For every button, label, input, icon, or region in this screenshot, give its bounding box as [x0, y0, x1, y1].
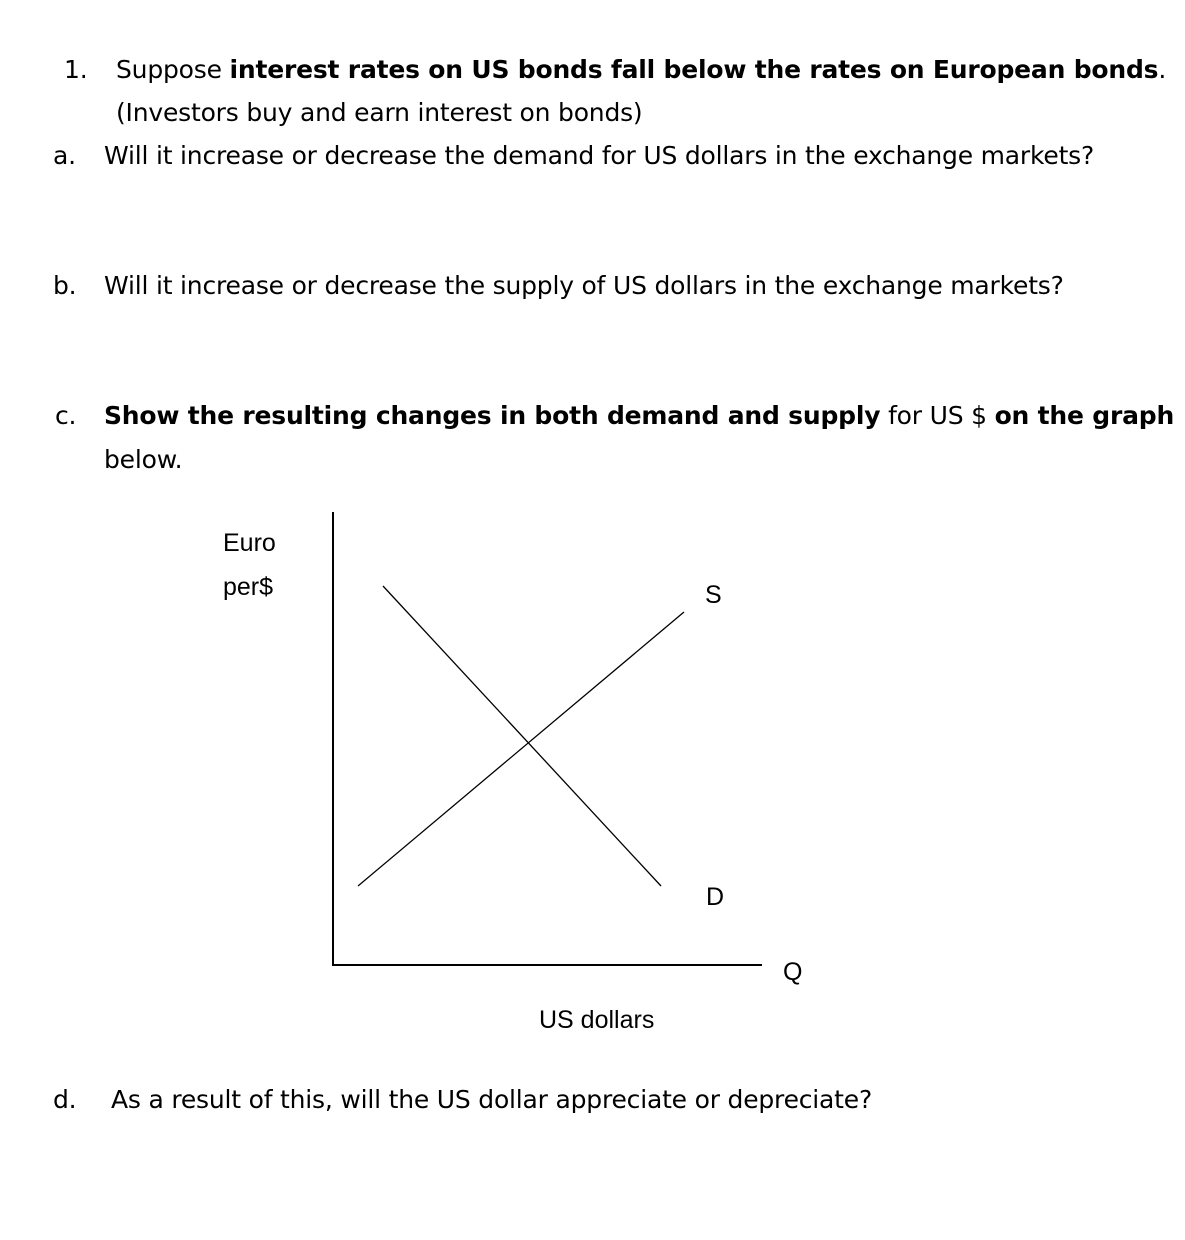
question-1-plain-1: Suppose	[116, 55, 230, 84]
x-axis-label: US dollars	[539, 1006, 655, 1034]
question-c-plain-1: for US $	[880, 401, 995, 430]
question-c-letter: c.	[55, 401, 77, 430]
supply-curve-label: S	[705, 581, 722, 609]
demand-curve-label: D	[706, 883, 725, 911]
question-c-text-line-2: below.	[104, 445, 183, 474]
y-axis-label-line-2: per$	[223, 573, 274, 601]
question-c-bold-2: on the graph	[994, 401, 1175, 430]
y-axis-label-line-1: Euro	[223, 529, 276, 557]
x-axis-end-label: Q	[783, 958, 803, 986]
demand-curve	[383, 586, 661, 886]
question-c-bold-1: Show the resulting changes in both demand and supply	[104, 401, 881, 430]
question-d-text: As a result of this, will the US dollar appreciate or depreciate?	[111, 1085, 873, 1114]
question-b-text: Will it increase or decrease the supply of US dollars in the exchange markets?	[104, 271, 1064, 300]
question-1-number: 1.	[64, 55, 88, 84]
question-b-letter: b.	[53, 271, 77, 300]
question-a-text: Will it increase or decrease the demand for US dollars in the exchange markets?	[104, 141, 1095, 170]
question-1-text-line-2: (Investors buy and earn interest on bonds)	[116, 98, 643, 127]
question-1-bold-1: interest rates on US bonds fall below the rates on European bonds	[229, 55, 1159, 84]
supply-curve	[358, 612, 684, 886]
question-d-letter: d.	[53, 1085, 77, 1114]
question-a-letter: a.	[53, 141, 76, 170]
question-1-plain-2: .	[1158, 55, 1167, 84]
